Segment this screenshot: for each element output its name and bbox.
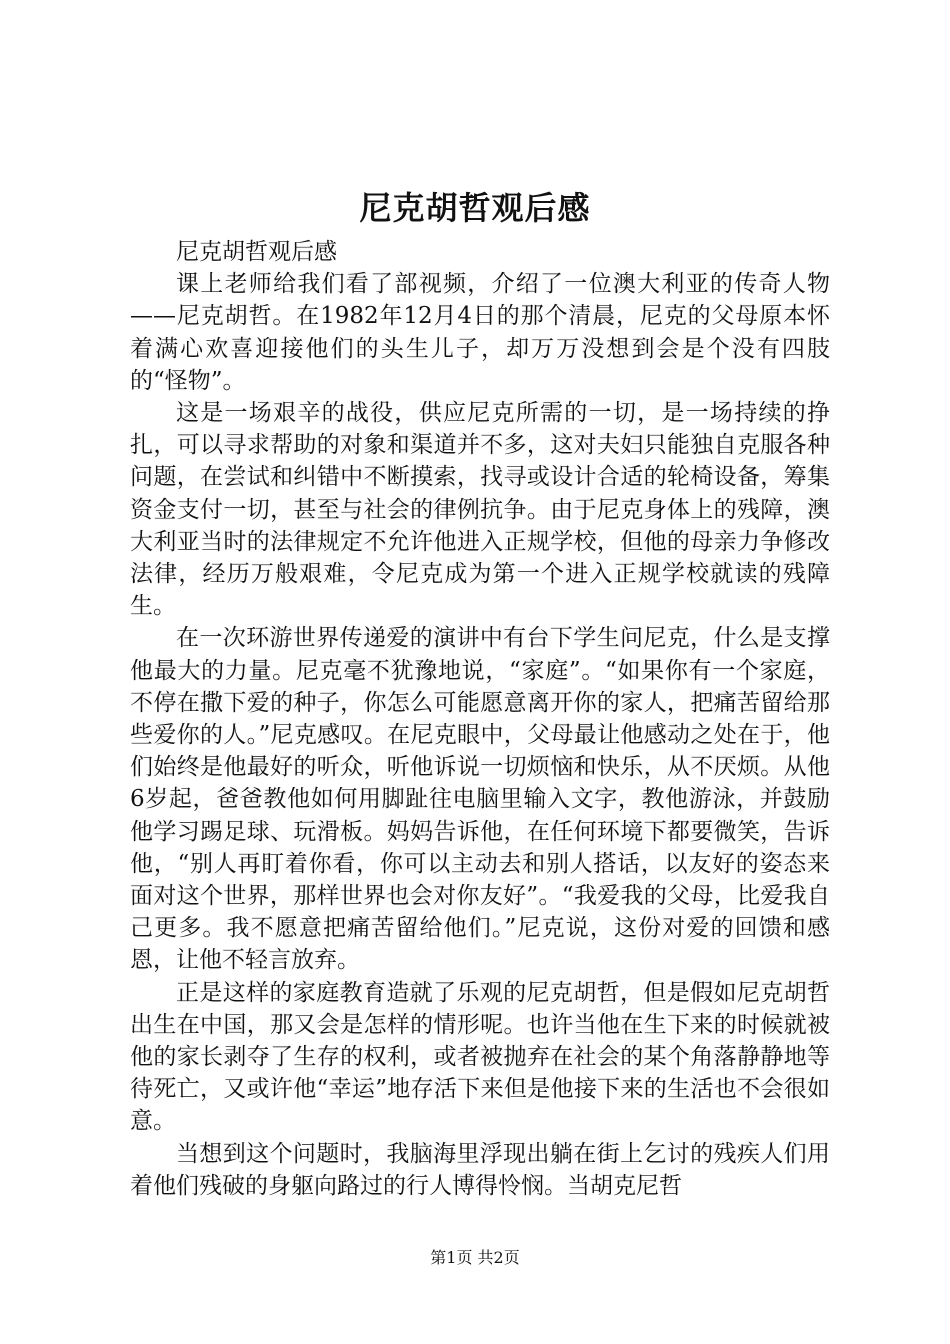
body-paragraph: 正是这样的家庭教育造就了乐观的尼克胡哲，但是假如尼克胡哲出生在中国，那又会是怎样的情形呢。也许当他在生下来的时候就被他的家长剥夺了生存的权利，或者被抛弃在社会的某个角落静静地等待死亡，又或许他“幸运”地存活下来但是他接下来的生活也不会很如意。 — [130, 979, 830, 1135]
page-footer: 第1页 共2页 — [430, 1248, 520, 1267]
body-paragraph: 课上老师给我们看了部视频，介绍了一位澳大利亚的传奇人物——尼克胡哲。在1982年12月4日的那个清晨，尼克的父母原本怀着满心欢喜迎接他们的头生儿子，却万万没想到会是个没有四肢的“怪物”。 — [130, 271, 830, 394]
document-body — [130, 236, 830, 1202]
document-title: 尼克胡哲观后感 — [359, 189, 591, 227]
body-paragraph: 这是一场艰辛的战役，供应尼克所需的一切，是一场持续的挣扎，可以寻求帮助的对象和渠道并不多，这对夫妇只能独自克服各种问题，在尝试和纠错中不断摸索，找寻或设计合适的轮椅设备，筹集资金支付一切，甚至与社会的律例抗争。由于尼克身体上的残障，澳大利亚当时的法律规定不允许他进入正规学校，但他的母亲力争修改法律，经历万般艰难，令尼克成为第一个进入正规学校就读的残障生。 — [130, 400, 830, 620]
body-paragraph: 尼克胡哲观后感 — [176, 239, 337, 265]
body-paragraph: 在一次环游世界传递爱的演讲中有台下学生问尼克，什么是支撑他最大的力量。尼克毫不犹豫地说，“家庭”。“如果你有一个家庭，不停在撒下爱的种子，你怎么可能愿意离开你的家人，把痛苦留给那些爱你的人。”尼克感叹。在尼克眼中，父母最让他感动之处在于，他们始终是他最好的听众，听他诉说一切烦恼和快乐，从不厌烦。从他6岁起，爸爸教他如何用脚趾往电脑里输入文字，教他游泳，并鼓励他学习踢足球、玩滑板。妈妈告诉他，在任何环境下都要微笑，告诉他，“别人再盯着你看，你可以主动去和别人搭话，以友好的姿态来面对这个世界，那样世界也会对你友好”。“我爱我的父母，比爱我自己更多。我不愿意把痛苦留给他们。”尼克说，这份对爱的回馈和感恩，让他不轻言放弃。 — [130, 625, 830, 974]
body-paragraph: 当想到这个问题时，我脑海里浮现出躺在街上乞讨的残疾人们用着他们残破的身躯向路过的行人博得怜悯。当胡克尼哲 — [130, 1140, 830, 1199]
